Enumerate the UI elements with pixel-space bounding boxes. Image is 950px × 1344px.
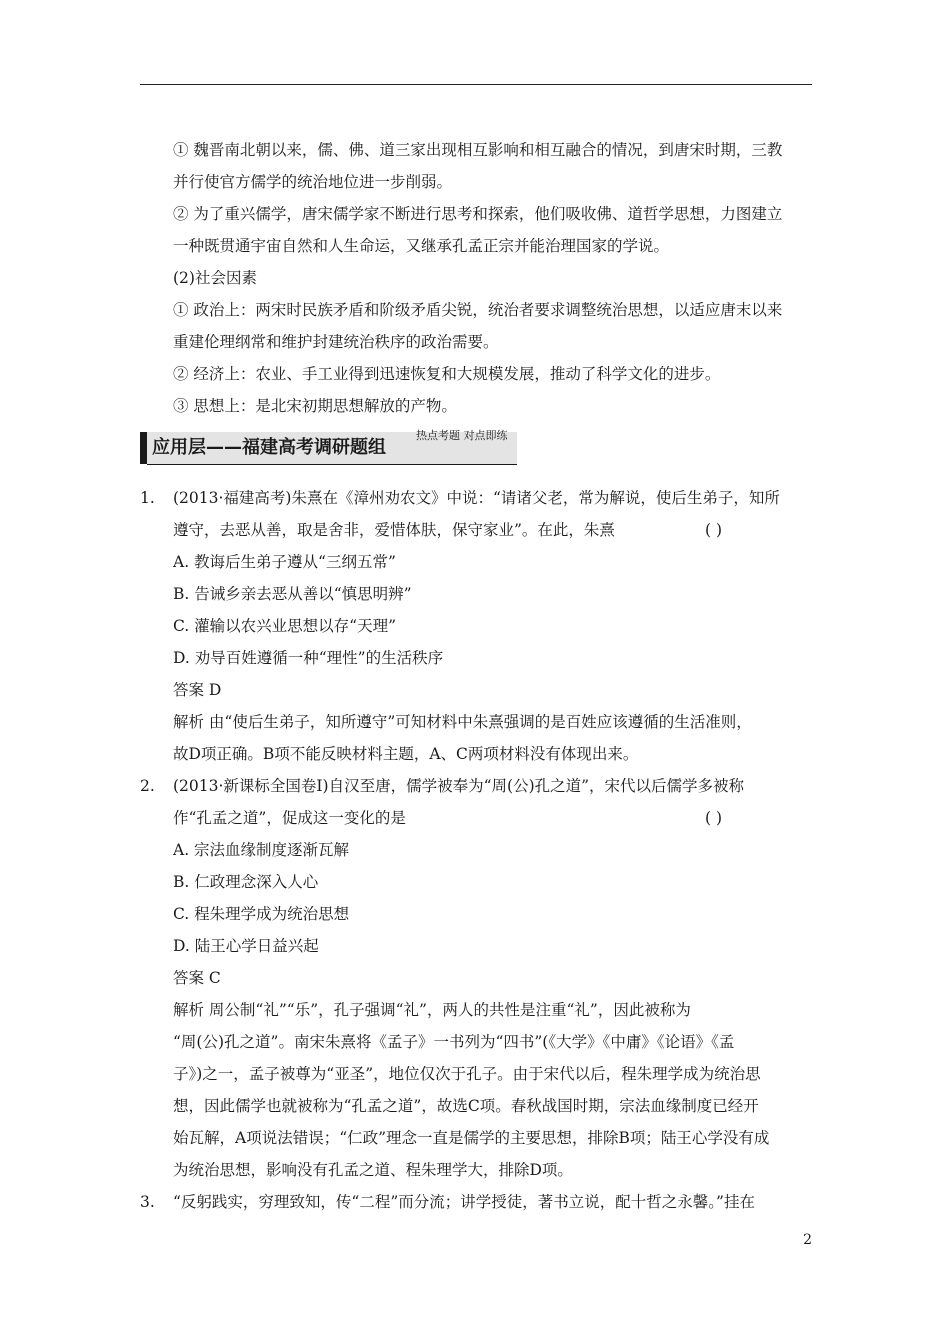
question-stem-line: 遵守，去恶从善，取是舍非，爱惜体肤，保守家业”。在此，朱熹 ( ) [173, 514, 812, 546]
analysis-line: 故D项正确。B项不能反映材料主题，A、C两项材料没有体现出来。 [173, 745, 639, 763]
option-b: B. 仁政理念深入人心 [173, 873, 319, 891]
option-c: C. 灌输以农兴业思想以存“天理” [173, 617, 397, 635]
question-number: 2. [140, 777, 155, 795]
context-para-4: ① 政治上：两宋时民族矛盾和阶级矛盾尖锐，统治者要求调整统治思想，以适应唐末以来 重建伦理纲常和维护封建统治秩序的政治需要。 [173, 301, 783, 351]
page-content [140, 134, 812, 1218]
section-banner [140, 428, 812, 472]
analysis-line: 始瓦解，A项说法错误；“仁政”理念一直是儒学的主要思想，排除B项；陆王心学没有成 [173, 1129, 770, 1147]
analysis-line: 解析 由“使后生弟子，知所遵守”可知材料中朱熹强调的是百姓应该遵循的生活准则， [173, 713, 752, 731]
answer: 答案 C [173, 969, 221, 987]
option-c: C. 程朱理学成为统治思想 [173, 905, 350, 923]
answer-blank: ( ) [704, 809, 722, 827]
question-stem-line: (2013·新课标全国卷Ⅰ)自汉至唐，儒学被奉为“周(公)孔之道”，宋代以后儒学多被称 [173, 777, 745, 795]
answer: 答案 D [173, 681, 222, 699]
context-para-3: (2)社会因素 [173, 269, 257, 287]
question-stem-line: 作“孔孟之道”，促成这一变化的是 ( ) [173, 802, 812, 834]
analysis-line: 为统治思想，影响没有孔孟之道、程朱理学大，排除D项。 [173, 1161, 573, 1179]
analysis-line: “周(公)孔之道”。南宋朱熹将《孟子》一书列为“四书”(《大学》《中庸》《论语》《孟 [173, 1033, 735, 1051]
answer-blank: ( ) [704, 521, 722, 539]
question-3 [140, 1186, 812, 1218]
option-d: D. 劝导百姓遵循一种“理性”的生活秩序 [173, 649, 444, 667]
question-stem-line: (2013·福建高考)朱熹在《漳州劝农文》中说：“请诸父老，常为解说，使后生弟子，知所 [173, 489, 780, 507]
context-para-6: ③ 思想上：是北宋初期思想解放的产物。 [173, 397, 457, 415]
analysis-line: 想，因此儒学也就被称为“孔孟之道”，故选C项。春秋战国时期，宗法血缘制度已经开 [173, 1097, 759, 1115]
question-2 [140, 770, 812, 1186]
context-para-1: ① 魏晋南北朝以来，儒、佛、道三家出现相互影响和相互融合的情况，到唐宋时期，三教 并行使官方儒学的统治地位进一步削弱。 [173, 141, 783, 191]
question-number: 1. [140, 489, 155, 507]
analysis-line: 子》)之一，孟子被尊为“亚圣”，地位仅次于孔子。由于宋代以后，程朱理学成为统治思 [173, 1065, 761, 1083]
page-number: 2 [803, 1232, 812, 1248]
question-stem-line: “反躬践实，穷理致知，传“二程”而分流；讲学授徒，著书立说，配十哲之永馨。”挂在 [173, 1193, 755, 1211]
question-1 [140, 482, 812, 770]
option-b: B. 告诫乡亲去恶从善以“慎思明辨” [173, 585, 412, 603]
option-a: A. 宗法血缘制度逐渐瓦解 [173, 841, 350, 859]
banner-title: 应用层——福建高考调研题组 [152, 437, 386, 458]
banner-tag: 热点考题 对点即练 [416, 429, 508, 442]
question-number: 3. [140, 1193, 155, 1211]
option-a: A. 教诲后生弟子遵从“三纲五常” [173, 553, 396, 571]
analysis-line: 解析 周公制“礼”“乐”，孔子强调“礼”，两人的共性是注重“礼”，因此被称为 [173, 1001, 691, 1019]
context-para-2: ② 为了重兴儒学，唐宋儒学家不断进行思考和探索，他们吸收佛、道哲学思想，力图建立 一种既贯通宇宙自然和人生命运，又继承孔孟正宗并能治理国家的学说。 [173, 205, 783, 255]
context-para-5: ② 经济上：农业、手工业得到迅速恢复和大规模发展，推动了科学文化的进步。 [173, 365, 721, 383]
option-d: D. 陆王心学日益兴起 [173, 937, 319, 955]
header-rule [140, 84, 812, 85]
